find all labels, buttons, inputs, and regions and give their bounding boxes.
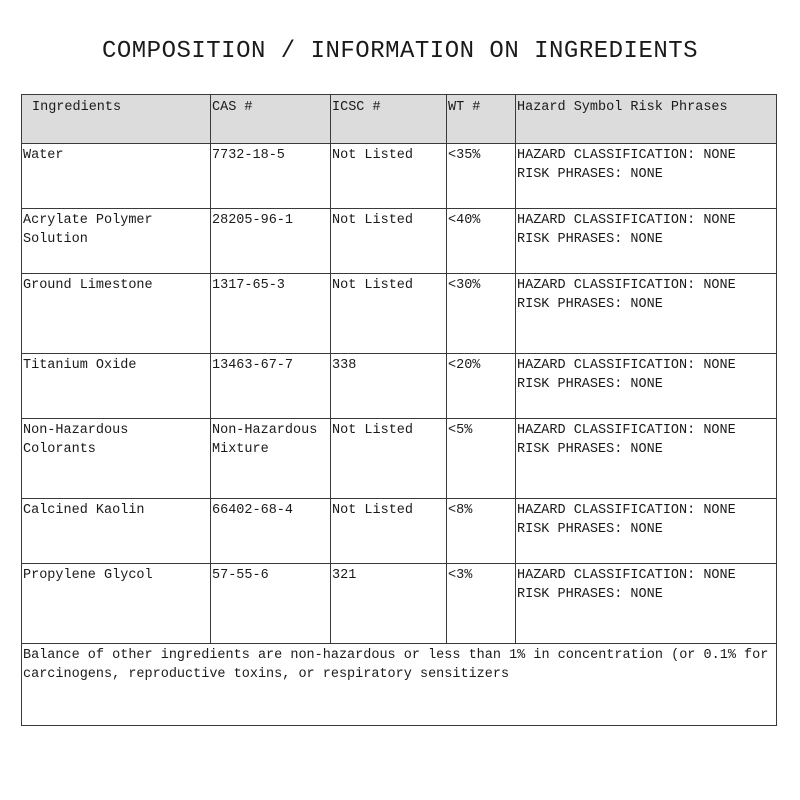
hazard-cell <box>516 564 777 644</box>
cas-number: 7732-18-5 <box>211 144 331 209</box>
table-row <box>22 209 777 274</box>
table-row <box>22 144 777 209</box>
icsc-number: 321 <box>331 564 447 644</box>
hazard-classification: HAZARD CLASSIFICATION: NONE <box>517 568 736 583</box>
ingredients-table <box>21 94 777 726</box>
ingredient-name: Acrylate Polymer Solution <box>22 209 211 274</box>
footer-row <box>22 644 777 726</box>
icsc-number: Not Listed <box>331 144 447 209</box>
weight-percent: <40% <box>447 209 516 274</box>
icsc-number: Not Listed <box>331 499 447 564</box>
table-row <box>22 499 777 564</box>
header-cas: CAS # <box>211 95 331 144</box>
header-icsc: ICSC # <box>331 95 447 144</box>
header-ingredients: Ingredients <box>22 95 211 144</box>
document-title: COMPOSITION / INFORMATION ON INGREDIENTS <box>101 38 699 65</box>
risk-phrases: RISK PHRASES: NONE <box>517 297 663 312</box>
risk-phrases: RISK PHRASES: NONE <box>517 377 663 392</box>
table-row <box>22 564 777 644</box>
icsc-number: Not Listed <box>331 419 447 499</box>
cas-number: 57-55-6 <box>211 564 331 644</box>
hazard-classification: HAZARD CLASSIFICATION: NONE <box>517 503 736 518</box>
ingredient-name: Propylene Glycol <box>22 564 211 644</box>
hazard-classification: HAZARD CLASSIFICATION: NONE <box>517 278 736 293</box>
table-row <box>22 354 777 419</box>
risk-phrases: RISK PHRASES: NONE <box>517 167 663 182</box>
weight-percent: <35% <box>447 144 516 209</box>
hazard-cell <box>516 209 777 274</box>
header-wt: WT # <box>447 95 516 144</box>
ingredient-name: Titanium Oxide <box>22 354 211 419</box>
risk-phrases: RISK PHRASES: NONE <box>517 442 663 457</box>
cas-number: 13463-67-7 <box>211 354 331 419</box>
hazard-cell <box>516 499 777 564</box>
icsc-number: Not Listed <box>331 274 447 354</box>
cas-number: Non-Hazardous Mixture <box>211 419 331 499</box>
table-row <box>22 274 777 354</box>
hazard-classification: HAZARD CLASSIFICATION: NONE <box>517 213 736 228</box>
hazard-classification: HAZARD CLASSIFICATION: NONE <box>517 358 736 373</box>
icsc-number: Not Listed <box>331 209 447 274</box>
header-hazard: Hazard Symbol Risk Phrases <box>516 95 777 144</box>
cas-number: 66402-68-4 <box>211 499 331 564</box>
ingredient-name: Non-Hazardous Colorants <box>22 419 211 499</box>
weight-percent: <3% <box>447 564 516 644</box>
risk-phrases: RISK PHRASES: NONE <box>517 232 663 247</box>
risk-phrases: RISK PHRASES: NONE <box>517 522 663 537</box>
hazard-cell <box>516 144 777 209</box>
weight-percent: <20% <box>447 354 516 419</box>
risk-phrases: RISK PHRASES: NONE <box>517 587 663 602</box>
weight-percent: <30% <box>447 274 516 354</box>
hazard-classification: HAZARD CLASSIFICATION: NONE <box>517 423 736 438</box>
cas-number: 28205-96-1 <box>211 209 331 274</box>
table-row <box>22 419 777 499</box>
hazard-cell <box>516 419 777 499</box>
ingredient-name: Ground Limestone <box>22 274 211 354</box>
ingredient-name: Water <box>22 144 211 209</box>
hazard-classification: HAZARD CLASSIFICATION: NONE <box>517 148 736 163</box>
weight-percent: <5% <box>447 419 516 499</box>
cas-number: 1317-65-3 <box>211 274 331 354</box>
table-header-row <box>22 95 777 144</box>
hazard-cell <box>516 354 777 419</box>
hazard-cell <box>516 274 777 354</box>
footer-note: Balance of other ingredients are non-hazardous or less than 1% in concentration (or 0.1% for carcinogens, reproductive toxins, or respiratory sensitizers <box>22 644 777 726</box>
ingredient-name: Calcined Kaolin <box>22 499 211 564</box>
weight-percent: <8% <box>447 499 516 564</box>
icsc-number: 338 <box>331 354 447 419</box>
